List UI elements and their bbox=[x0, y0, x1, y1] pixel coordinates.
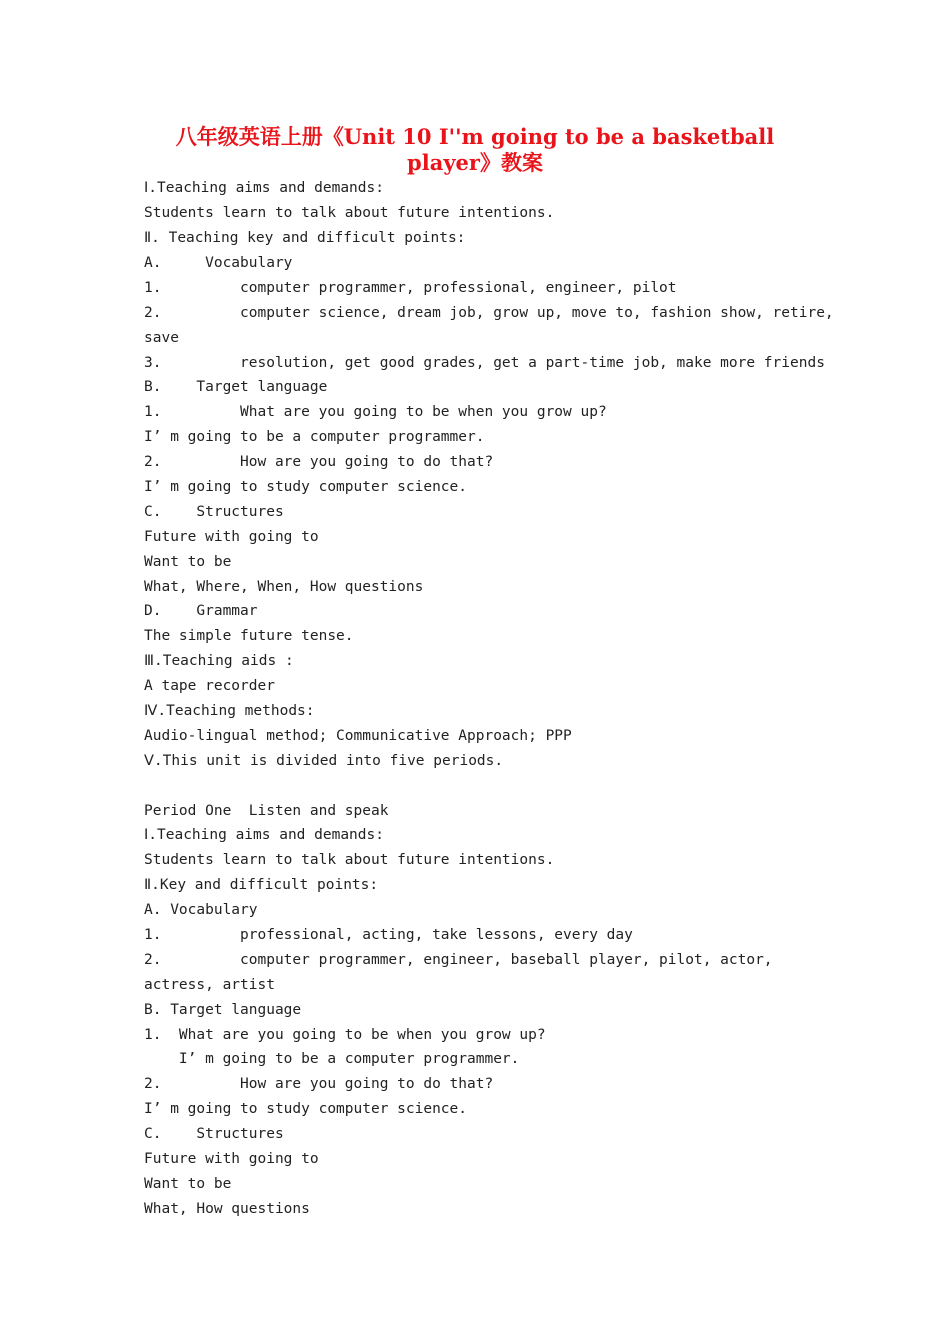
text-line: 1. What are you going to be when you grow up? bbox=[144, 1027, 546, 1043]
text-line: Ⅴ.This unit is divided into five periods. bbox=[144, 753, 504, 769]
text-line: A. Vocabulary bbox=[144, 902, 258, 918]
text-line: 2. computer science, dream job, grow up, move to, fashion show, retire, bbox=[144, 305, 834, 321]
text-line: C. Structures bbox=[144, 1126, 284, 1142]
text-line: 1. professional, acting, take lessons, every day bbox=[144, 927, 633, 943]
text-line: Ⅱ.Key and difficult points: bbox=[144, 877, 379, 893]
text-line: I’ m going to study computer science. bbox=[144, 479, 468, 495]
text-line: C. Structures bbox=[144, 504, 284, 520]
text-line: Future with going to bbox=[144, 1151, 319, 1167]
text-line: A tape recorder bbox=[144, 678, 275, 694]
text-line: D. Grammar bbox=[144, 603, 258, 619]
text-line: 2. computer programmer, engineer, baseball player, pilot, actor, bbox=[144, 952, 773, 968]
document-title-line-1: 八年级英语上册《Unit 10 I''m going to be a basketball bbox=[175, 124, 775, 149]
text-line: 1. computer programmer, professional, engineer, pilot bbox=[144, 280, 677, 296]
text-line: actress, artist bbox=[144, 977, 275, 993]
text-line: Audio-lingual method; Communicative Approach; PPP bbox=[144, 728, 572, 744]
document-title-line-2: player》教案 bbox=[407, 150, 543, 175]
text-line: 3. resolution, get good grades, get a part-time job, make more friends bbox=[144, 355, 825, 371]
text-line: What, How questions bbox=[144, 1201, 310, 1217]
text-line: B. Target language bbox=[144, 379, 328, 395]
text-line: save bbox=[144, 330, 179, 346]
text-line: 1. What are you going to be when you grow up? bbox=[144, 404, 607, 420]
text-line: A. Vocabulary bbox=[144, 255, 293, 271]
text-line: Want to be bbox=[144, 1176, 232, 1192]
text-line: What, Where, When, How questions bbox=[144, 579, 424, 595]
text-line: Students learn to talk about future intentions. bbox=[144, 852, 555, 868]
text-line: Future with going to bbox=[144, 529, 319, 545]
text-line: Ⅲ.Teaching aids : bbox=[144, 653, 294, 669]
text-line: Ⅳ.Teaching methods: bbox=[144, 703, 315, 719]
text-line: Ⅰ.Teaching aims and demands: bbox=[144, 180, 384, 196]
text-line: I’ m going to be a computer programmer. bbox=[144, 429, 485, 445]
text-line: Ⅱ. Teaching key and difficult points: bbox=[144, 230, 466, 246]
text-line: Period One Listen and speak bbox=[144, 803, 389, 819]
text-line: 2. How are you going to do that? bbox=[144, 1076, 494, 1092]
text-line: 2. How are you going to do that? bbox=[144, 454, 494, 470]
text-line: I’ m going to be a computer programmer. bbox=[144, 1051, 520, 1067]
text-line: Want to be bbox=[144, 554, 232, 570]
text-line: B. Target language bbox=[144, 1002, 302, 1018]
text-line: I’ m going to study computer science. bbox=[144, 1101, 468, 1117]
text-line: Students learn to talk about future intentions. bbox=[144, 205, 555, 221]
text-line: Ⅰ.Teaching aims and demands: bbox=[144, 827, 384, 843]
text-line: The simple future tense. bbox=[144, 628, 354, 644]
